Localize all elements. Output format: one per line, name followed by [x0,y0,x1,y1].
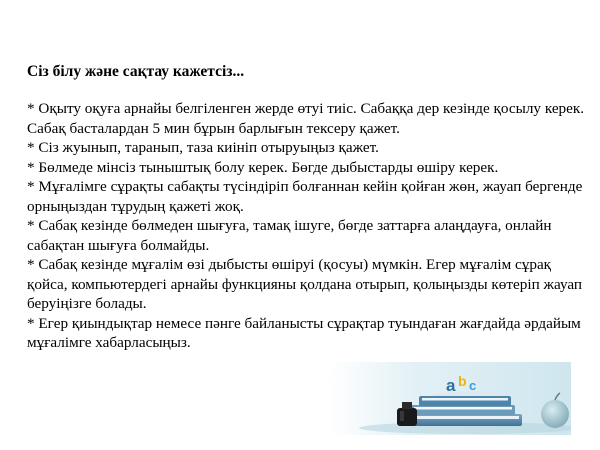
rule-item: * Егер қиындықтар немесе пәнге байланысты сұрақтар туындаған жағдайда әрдайым мұғалімге хабарласыңыз. [27,314,581,351]
slide-content [27,62,587,353]
books-ink-apple-image [329,362,571,435]
slide-title: Сіз білу және сақтау кажетсіз... [27,63,245,80]
rule-item: * Мұғалімге сұрақты сабақты түсіндіріп болғаннан кейін қойған жөн, жауап бергенде орныңыздан тұрудың қажеті жоқ. [27,178,583,215]
book-middle [411,405,515,415]
book-stack [404,391,522,426]
book-middle-pages [414,407,512,410]
book-bottom-pages [407,416,519,419]
rule-item: * Оқыту оқуға арнайы белгіленген жерде өтуі тиіс. Сабаққа дер кезінде қосылу керек. Сабақ басталардан 5 мин бұрын барлығын тексеру қажет. [27,100,585,137]
rules-list [27,99,587,353]
rule-item: * Бөлмеде мінсіз тыныштық болу керек. Бөгде дыбыстарды өшіру керек. [27,158,499,176]
letter-b: b [458,373,467,389]
book-top [419,396,511,406]
rule-item: * Сіз жуынып, таранып, таза киініп отыруыңыз қажет. [27,139,379,156]
rule-item: * Сабақ кезінде бөлмеден шығуға, тамақ ішуге, бөгде заттарға алаңдауға, онлайн сабақтан шығуға болмайды. [27,217,552,254]
letter-a: a [446,376,456,395]
letter-c: c [469,378,477,393]
rule-item: * Сабақ кезінде мұғалім өзі дыбысты өшіруі (қосуы) мүмкін. Егер мұғалім сұрақ қойса, компьютердегі арнайы функцияны қолдана отырып, қолыңызды көтеріп жауап беруіңізге болады. [27,256,583,312]
books-illustration [329,362,571,435]
book-bottom [404,414,522,426]
book-top-pages [422,398,508,401]
